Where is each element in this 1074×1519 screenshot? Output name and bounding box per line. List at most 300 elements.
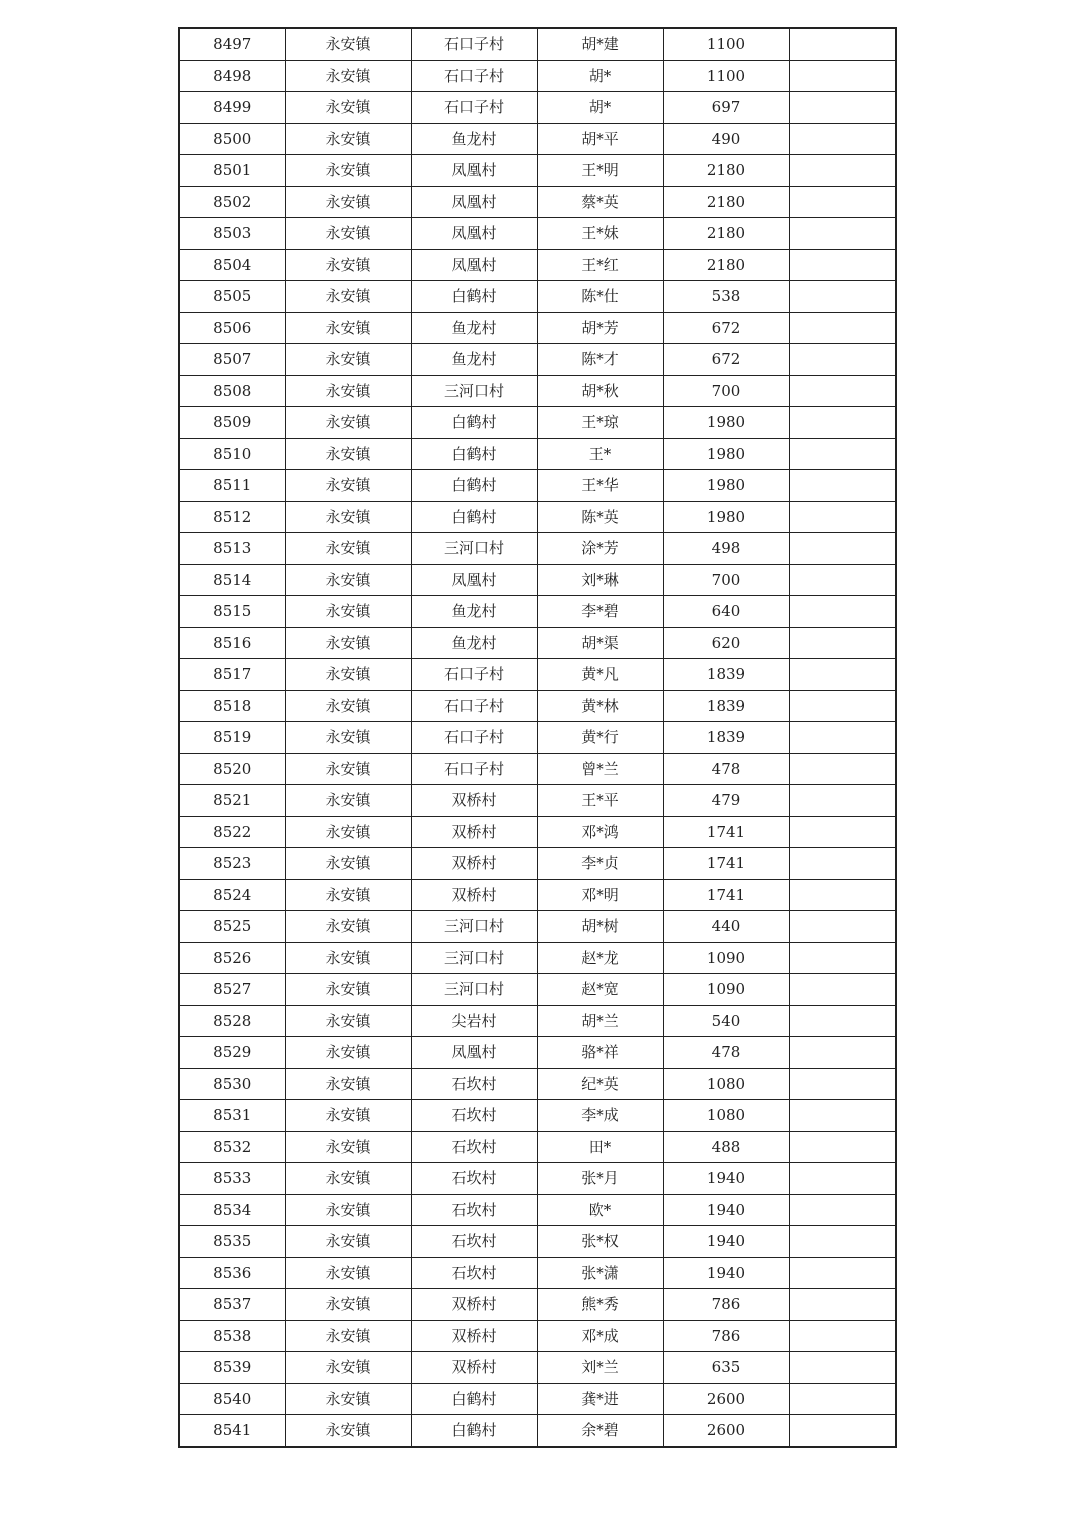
name-cell: 胡* [537,92,663,124]
note-cell [789,659,896,691]
amount-cell: 540 [663,1005,789,1037]
note-cell [789,1257,896,1289]
amount-cell: 488 [663,1131,789,1163]
note-cell [789,974,896,1006]
name-cell: 刘*兰 [537,1352,663,1384]
amount-cell: 640 [663,596,789,628]
table-row [179,1100,896,1132]
amount-cell: 1839 [663,690,789,722]
village-cell: 石坎村 [411,1100,537,1132]
village-cell: 鱼龙村 [411,627,537,659]
village-cell: 石坎村 [411,1226,537,1258]
name-cell: 刘*琳 [537,564,663,596]
table-row [179,1415,896,1447]
town-cell: 永安镇 [285,186,411,218]
name-cell: 王*华 [537,470,663,502]
town-cell: 永安镇 [285,1163,411,1195]
town-cell: 永安镇 [285,1100,411,1132]
village-cell: 尖岩村 [411,1005,537,1037]
town-cell: 永安镇 [285,1194,411,1226]
table-row [179,1194,896,1226]
table-row [179,1257,896,1289]
table-row [179,1226,896,1258]
table-row [179,186,896,218]
amount-cell: 700 [663,375,789,407]
name-cell: 蔡*英 [537,186,663,218]
village-cell: 双桥村 [411,848,537,880]
name-cell: 赵*龙 [537,942,663,974]
amount-cell: 1839 [663,659,789,691]
serial-number-cell: 8540 [179,1383,285,1415]
village-cell: 白鹤村 [411,470,537,502]
village-cell: 白鹤村 [411,438,537,470]
amount-cell: 2600 [663,1383,789,1415]
village-cell: 白鹤村 [411,407,537,439]
note-cell [789,281,896,313]
village-cell: 石坎村 [411,1257,537,1289]
note-cell [789,879,896,911]
name-cell: 陈*仕 [537,281,663,313]
amount-cell: 1940 [663,1163,789,1195]
village-cell: 三河口村 [411,533,537,565]
village-cell: 石口子村 [411,690,537,722]
note-cell [789,249,896,281]
town-cell: 永安镇 [285,344,411,376]
amount-cell: 1940 [663,1194,789,1226]
note-cell [789,407,896,439]
amount-cell: 2180 [663,186,789,218]
serial-number-cell: 8521 [179,785,285,817]
name-cell: 王* [537,438,663,470]
amount-cell: 700 [663,564,789,596]
name-cell: 张*权 [537,1226,663,1258]
town-cell: 永安镇 [285,375,411,407]
town-cell: 永安镇 [285,1289,411,1321]
amount-cell: 538 [663,281,789,313]
town-cell: 永安镇 [285,1037,411,1069]
note-cell [789,722,896,754]
amount-cell: 1090 [663,942,789,974]
serial-number-cell: 8520 [179,753,285,785]
amount-cell: 1980 [663,438,789,470]
serial-number-cell: 8500 [179,123,285,155]
town-cell: 永安镇 [285,1068,411,1100]
amount-cell: 1100 [663,28,789,60]
name-cell: 胡* [537,60,663,92]
amount-cell: 697 [663,92,789,124]
amount-cell: 1080 [663,1100,789,1132]
name-cell: 邓*成 [537,1320,663,1352]
village-cell: 凤凰村 [411,186,537,218]
town-cell: 永安镇 [285,1352,411,1384]
note-cell [789,596,896,628]
town-cell: 永安镇 [285,438,411,470]
name-cell: 黄*林 [537,690,663,722]
amount-cell: 1741 [663,848,789,880]
serial-number-cell: 8498 [179,60,285,92]
table-row [179,1289,896,1321]
table-row [179,785,896,817]
village-cell: 石口子村 [411,60,537,92]
serial-number-cell: 8537 [179,1289,285,1321]
amount-cell: 1741 [663,816,789,848]
amount-cell: 1839 [663,722,789,754]
serial-number-cell: 8514 [179,564,285,596]
table-row [179,1383,896,1415]
town-cell: 永安镇 [285,92,411,124]
village-cell: 石口子村 [411,659,537,691]
village-cell: 凤凰村 [411,1037,537,1069]
name-cell: 张*潇 [537,1257,663,1289]
serial-number-cell: 8535 [179,1226,285,1258]
serial-number-cell: 8538 [179,1320,285,1352]
amount-cell: 672 [663,312,789,344]
amount-cell: 440 [663,911,789,943]
table-row [179,879,896,911]
town-cell: 永安镇 [285,312,411,344]
table-row [179,501,896,533]
village-cell: 三河口村 [411,911,537,943]
note-cell [789,942,896,974]
town-cell: 永安镇 [285,690,411,722]
village-cell: 三河口村 [411,942,537,974]
table-row [179,1037,896,1069]
note-cell [789,627,896,659]
note-cell [789,312,896,344]
note-cell [789,344,896,376]
amount-cell: 786 [663,1320,789,1352]
table-row [179,596,896,628]
serial-number-cell: 8503 [179,218,285,250]
town-cell: 永安镇 [285,1226,411,1258]
town-cell: 永安镇 [285,1415,411,1447]
amount-cell: 786 [663,1289,789,1321]
note-cell [789,785,896,817]
amount-cell: 672 [663,344,789,376]
table-row [179,281,896,313]
table-row [179,470,896,502]
amount-cell: 620 [663,627,789,659]
town-cell: 永安镇 [285,123,411,155]
village-cell: 石坎村 [411,1163,537,1195]
serial-number-cell: 8517 [179,659,285,691]
amount-cell: 2180 [663,218,789,250]
name-cell: 龚*进 [537,1383,663,1415]
note-cell [789,470,896,502]
serial-number-cell: 8511 [179,470,285,502]
town-cell: 永安镇 [285,942,411,974]
note-cell [789,1415,896,1447]
serial-number-cell: 8528 [179,1005,285,1037]
village-cell: 鱼龙村 [411,123,537,155]
town-cell: 永安镇 [285,249,411,281]
table-row [179,28,896,60]
name-cell: 黄*行 [537,722,663,754]
serial-number-cell: 8536 [179,1257,285,1289]
table-row [179,533,896,565]
name-cell: 余*碧 [537,1415,663,1447]
note-cell [789,218,896,250]
village-cell: 白鹤村 [411,1415,537,1447]
table-row [179,1131,896,1163]
name-cell: 张*月 [537,1163,663,1195]
serial-number-cell: 8541 [179,1415,285,1447]
town-cell: 永安镇 [285,627,411,659]
village-cell: 鱼龙村 [411,344,537,376]
table-row [179,848,896,880]
name-cell: 骆*祥 [537,1037,663,1069]
table-row [179,344,896,376]
amount-cell: 1940 [663,1226,789,1258]
amount-cell: 635 [663,1352,789,1384]
note-cell [789,155,896,187]
name-cell: 王*琼 [537,407,663,439]
note-cell [789,60,896,92]
name-cell: 黄*凡 [537,659,663,691]
town-cell: 永安镇 [285,564,411,596]
name-cell: 赵*宽 [537,974,663,1006]
village-cell: 白鹤村 [411,1383,537,1415]
data-table [178,27,897,1448]
note-cell [789,1068,896,1100]
serial-number-cell: 8509 [179,407,285,439]
amount-cell: 2600 [663,1415,789,1447]
town-cell: 永安镇 [285,974,411,1006]
serial-number-cell: 8506 [179,312,285,344]
serial-number-cell: 8497 [179,28,285,60]
table-row [179,659,896,691]
serial-number-cell: 8523 [179,848,285,880]
village-cell: 双桥村 [411,816,537,848]
village-cell: 鱼龙村 [411,312,537,344]
note-cell [789,533,896,565]
town-cell: 永安镇 [285,1005,411,1037]
village-cell: 白鹤村 [411,281,537,313]
note-cell [789,848,896,880]
village-cell: 石口子村 [411,753,537,785]
name-cell: 胡*平 [537,123,663,155]
village-cell: 凤凰村 [411,564,537,596]
serial-number-cell: 8525 [179,911,285,943]
serial-number-cell: 8501 [179,155,285,187]
village-cell: 三河口村 [411,375,537,407]
name-cell: 王*妹 [537,218,663,250]
village-cell: 三河口村 [411,974,537,1006]
note-cell [789,375,896,407]
town-cell: 永安镇 [285,722,411,754]
serial-number-cell: 8526 [179,942,285,974]
table-row [179,60,896,92]
name-cell: 纪*英 [537,1068,663,1100]
table-row [179,155,896,187]
name-cell: 熊*秀 [537,1289,663,1321]
serial-number-cell: 8533 [179,1163,285,1195]
town-cell: 永安镇 [285,501,411,533]
note-cell [789,123,896,155]
note-cell [789,438,896,470]
town-cell: 永安镇 [285,659,411,691]
table-row [179,627,896,659]
village-cell: 双桥村 [411,879,537,911]
amount-cell: 498 [663,533,789,565]
name-cell: 李*碧 [537,596,663,628]
town-cell: 永安镇 [285,60,411,92]
amount-cell: 1980 [663,501,789,533]
name-cell: 胡*建 [537,28,663,60]
table-row [179,974,896,1006]
note-cell [789,1005,896,1037]
town-cell: 永安镇 [285,155,411,187]
table-row [179,1068,896,1100]
name-cell: 涂*芳 [537,533,663,565]
name-cell: 胡*兰 [537,1005,663,1037]
table-row [179,218,896,250]
town-cell: 永安镇 [285,407,411,439]
town-cell: 永安镇 [285,879,411,911]
amount-cell: 2180 [663,249,789,281]
town-cell: 永安镇 [285,1257,411,1289]
town-cell: 永安镇 [285,281,411,313]
name-cell: 陈*才 [537,344,663,376]
serial-number-cell: 8531 [179,1100,285,1132]
village-cell: 鱼龙村 [411,596,537,628]
serial-number-cell: 8504 [179,249,285,281]
table-row [179,1352,896,1384]
town-cell: 永安镇 [285,785,411,817]
village-cell: 凤凰村 [411,218,537,250]
amount-cell: 1090 [663,974,789,1006]
note-cell [789,501,896,533]
table-row [179,407,896,439]
table-row [179,911,896,943]
amount-cell: 478 [663,1037,789,1069]
amount-cell: 490 [663,123,789,155]
table-row [179,690,896,722]
town-cell: 永安镇 [285,1131,411,1163]
serial-number-cell: 8518 [179,690,285,722]
name-cell: 胡*树 [537,911,663,943]
town-cell: 永安镇 [285,28,411,60]
amount-cell: 1741 [663,879,789,911]
village-cell: 凤凰村 [411,249,537,281]
serial-number-cell: 8499 [179,92,285,124]
town-cell: 永安镇 [285,1383,411,1415]
table-row [179,564,896,596]
table-row [179,1163,896,1195]
amount-cell: 1100 [663,60,789,92]
name-cell: 胡*秋 [537,375,663,407]
table-row [179,249,896,281]
village-cell: 石口子村 [411,722,537,754]
village-cell: 白鹤村 [411,501,537,533]
serial-number-cell: 8539 [179,1352,285,1384]
amount-cell: 1980 [663,470,789,502]
table-row [179,816,896,848]
town-cell: 永安镇 [285,911,411,943]
name-cell: 王*红 [537,249,663,281]
note-cell [789,28,896,60]
note-cell [789,1163,896,1195]
amount-cell: 1980 [663,407,789,439]
serial-number-cell: 8524 [179,879,285,911]
village-cell: 石坎村 [411,1194,537,1226]
table-row [179,438,896,470]
serial-number-cell: 8532 [179,1131,285,1163]
note-cell [789,690,896,722]
note-cell [789,753,896,785]
town-cell: 永安镇 [285,470,411,502]
name-cell: 曾*兰 [537,753,663,785]
serial-number-cell: 8515 [179,596,285,628]
serial-number-cell: 8530 [179,1068,285,1100]
town-cell: 永安镇 [285,1320,411,1352]
amount-cell: 479 [663,785,789,817]
name-cell: 陈*英 [537,501,663,533]
note-cell [789,1037,896,1069]
village-cell: 双桥村 [411,1352,537,1384]
amount-cell: 478 [663,753,789,785]
village-cell: 石口子村 [411,92,537,124]
table-row [179,1005,896,1037]
note-cell [789,1226,896,1258]
amount-cell: 2180 [663,155,789,187]
note-cell [789,1352,896,1384]
table-row [179,312,896,344]
note-cell [789,186,896,218]
serial-number-cell: 8507 [179,344,285,376]
name-cell: 邓*明 [537,879,663,911]
note-cell [789,1383,896,1415]
name-cell: 邓*鸿 [537,816,663,848]
name-cell: 胡*芳 [537,312,663,344]
name-cell: 李*成 [537,1100,663,1132]
serial-number-cell: 8513 [179,533,285,565]
town-cell: 永安镇 [285,218,411,250]
serial-number-cell: 8527 [179,974,285,1006]
note-cell [789,1320,896,1352]
name-cell: 欧* [537,1194,663,1226]
village-cell: 双桥村 [411,1320,537,1352]
village-cell: 凤凰村 [411,155,537,187]
serial-number-cell: 8534 [179,1194,285,1226]
town-cell: 永安镇 [285,848,411,880]
town-cell: 永安镇 [285,816,411,848]
village-cell: 石坎村 [411,1068,537,1100]
serial-number-cell: 8519 [179,722,285,754]
name-cell: 李*贞 [537,848,663,880]
table-row [179,375,896,407]
village-cell: 石口子村 [411,28,537,60]
village-cell: 双桥村 [411,785,537,817]
note-cell [789,564,896,596]
note-cell [789,816,896,848]
town-cell: 永安镇 [285,753,411,785]
note-cell [789,1100,896,1132]
note-cell [789,1194,896,1226]
name-cell: 王*明 [537,155,663,187]
village-cell: 双桥村 [411,1289,537,1321]
town-cell: 永安镇 [285,533,411,565]
table-body [179,28,896,1447]
serial-number-cell: 8516 [179,627,285,659]
name-cell: 王*平 [537,785,663,817]
serial-number-cell: 8508 [179,375,285,407]
serial-number-cell: 8502 [179,186,285,218]
note-cell [789,1131,896,1163]
amount-cell: 1940 [663,1257,789,1289]
table-row [179,753,896,785]
amount-cell: 1080 [663,1068,789,1100]
